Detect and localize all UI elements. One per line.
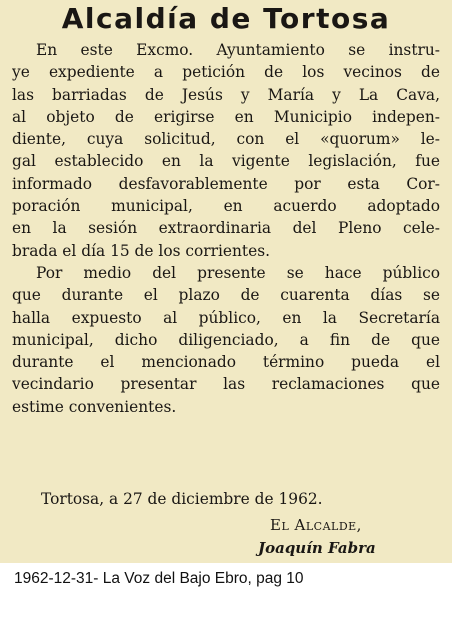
text-line: poración municipal, en acuerdo adoptado [12, 197, 440, 216]
image-caption: 1962-12-31- La Voz del Bajo Ebro, pag 10 [14, 570, 304, 587]
signature-name: Joaquín Fabra [258, 539, 376, 557]
text-line: estime convenientes. [12, 397, 177, 416]
text-line: En este Excmo. Ayuntamiento se instru- [36, 41, 440, 59]
text-line: gal establecido en la vigente legislación, fue [12, 152, 440, 171]
text-line: vecindario presentar las reclamaciones que [12, 375, 440, 394]
signature-role: El Alcalde, [270, 516, 362, 534]
text-line: al objeto de erigirse en Municipio indepen- [12, 107, 440, 126]
clipping-title: Alcaldía de Tortosa [61, 2, 391, 35]
text-line: informado desfavorablemente por esta Cor- [12, 174, 440, 193]
text-line: en la sesión extraordinaria del Pleno cele- [12, 219, 440, 238]
text-line: halla expuesto al público, en la Secretaría [12, 308, 440, 327]
place-and-date: Tortosa, a 27 de diciembre de 1962. [41, 490, 323, 508]
text-line: durante el mencionado término pueda el [12, 353, 440, 372]
paragraph-2 [12, 262, 440, 418]
text-line: Por medio del presente se hace público [36, 263, 440, 282]
text-line: que durante el plazo de cuarenta días se [12, 286, 440, 305]
text-line: las barriadas de Jesús y María y La Cava, [12, 85, 440, 104]
paragraph-1 [12, 39, 440, 262]
text-line: brada el día 15 de los corrientes. [12, 241, 271, 260]
text-line: diente, cuya solicitud, con el «quorum» le- [12, 130, 440, 149]
text-line: municipal, dicho diligenciado, a fin de que [12, 330, 440, 349]
text-line: ye expediente a petición de los vecinos de [12, 63, 440, 82]
notice-body [12, 39, 440, 418]
